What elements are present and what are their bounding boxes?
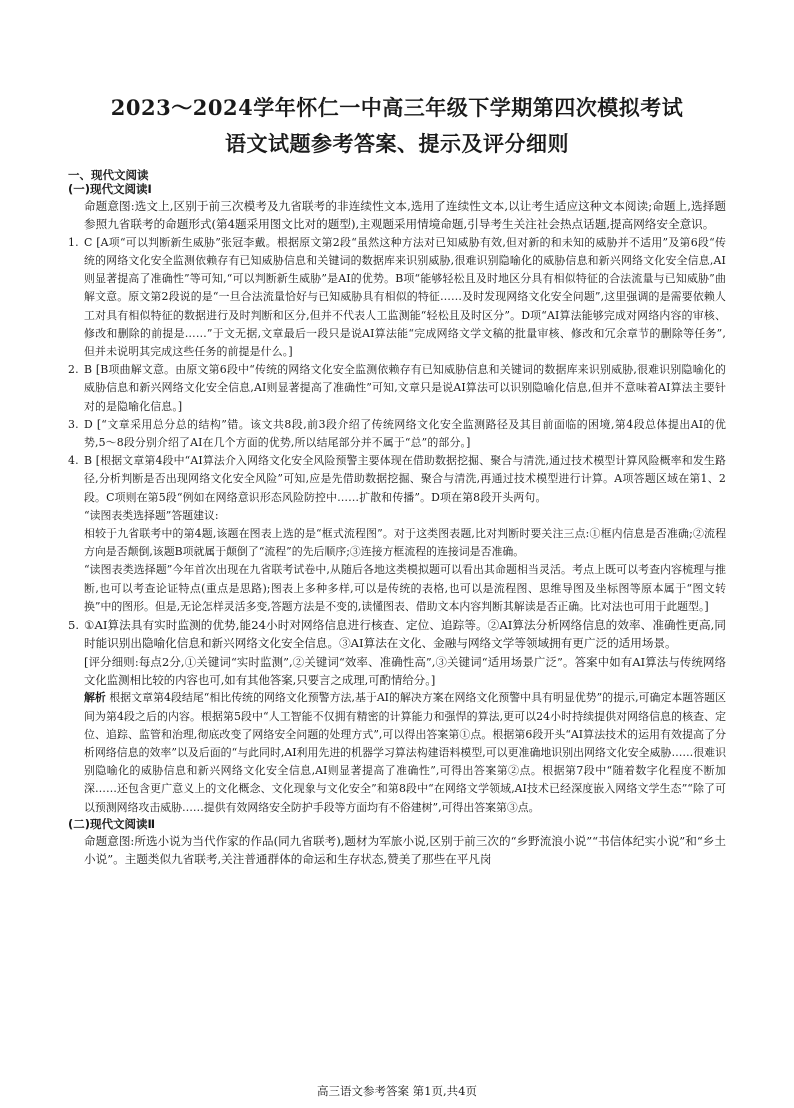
answer-text: B [根据文章第4段中“AI算法介入网络文化安全风险预警主要体现在借助数据挖掘、聚合与清洗,通过技术模型计算风险概率和发生路径,分析判断是否出现网络文化安全风险”可知,应是先借助数据挖掘、聚合与清洗,再通过技术模型进行计算。A项答题区域在第1、2段。C项则在第5段“例如在网络意识形态风险防控中……扩散和传播”。D项在第8段开头两句。 [84,454,726,504]
analysis-paragraph [68,689,726,816]
page-title: 2023～2024学年怀仁一中高三年级下学期第四次模拟考试 [110,95,684,120]
subsection-heading: (一)现代文阅读Ⅰ [68,182,152,196]
item-number: 4. [68,454,79,468]
answer-text: B [B项曲解文意。由原文第6段中“传统的网络文化安全监测依赖存有已知威胁信息和关键词的数据库来识别威胁,很难识别隐喻化的威胁信息和新兴网络文化安全信息,AI则显著提高了准确性”可知,文章只是说AI算法可以识别隐喻化信息,但并不意味着AI算法主要针对的是隐喻化信息。] [84,363,726,413]
answer-item-1 [68,234,726,361]
intro-paragraph: 命题意图:选文上,区别于前三次模考及九省联考的非连续性文本,选用了连续性文本,以让考生适应这种文本阅读;命题上,选择题参照九省联考的命题形式(第4题采用图文比对的题型),主观题采用情境命题,引导考生关注社会热点话题,提高网络安全意识。 [84,199,726,232]
item-number: 1. [68,235,79,249]
analysis-label: 解析 [84,691,106,705]
answer-item-2 [68,361,726,416]
answer-item-5 [68,616,726,653]
page-footer: 高三语文参考答案 第1页,共4页 [317,1084,477,1098]
item-number: 2. [68,363,79,377]
item-number: 3. [68,417,79,431]
tip-paragraph: 相较于九省联考中的第4题,该题在图表上选的是“框式流程图”。对于这类图表题,比对判断时要关注三点:①框内信息是否准确;②流程方向是否颠倒,该题B项就属于颠倒了“流程”的先后顺序;③连接方框流程的连接词是否准确。 [84,527,726,559]
answer-text: ①AI算法具有实时监测的优势,能24小时对网络信息进行核查、定位、追踪等。②AI算法分析网络信息的效率、准确性更高,同时能识别出隐喻化信息和新兴网络文化安全信息。③AI算法在文化、金融与网络文学等领域拥有更广泛的适用场景。 [84,618,726,651]
item-number: 5. [68,618,80,633]
answer-text: D [“文章采用总分总的结构”错。该文共8段,前3段介绍了传统网络文化安全监测路径及其目前面临的困境,第4段总体提出AI的优势,5～8段分别介绍了AI在几个方面的优势,所以结尾部分并不属于“总”的部分。] [84,417,726,450]
answer-item-3 [68,416,726,452]
subsection-heading: (二)现代文阅读Ⅱ [68,816,156,831]
section-heading: 一、现代文阅读 [68,168,149,182]
intro-paragraph: 命题意图:所选小说为当代作家的作品(同九省联考),题材为军旅小说,区别于前三次的“乡野流浪小说”“书信体纪实小说”和“乡土小说”。主题类似九省联考,关注普通群体的命运和生存状态,赞美了那些在平凡岗 [84,833,726,867]
scoring-rules: [评分细则:每点2分,①关键词“实时监测”,②关键词“效率、准确性高”,③关键词“适用场景广泛”。答案中如有AI算法与传统网络文化监测相比较的内容也可,如有其他答案,只要言之成理,可酌情给分。] [84,654,726,688]
answer-item-4 [68,452,726,507]
analysis-text: 根据文章第4段结尾“相比传统的网络文化预警方法,基于AI的解决方案在网络文化预警中具有明显优势”的提示,可确定本题答题区间为第4段之后的内容。根据第5段中“人工智能不仅拥有精密的计算能力和强悍的算法,更可以24小时持续提供对网络信息的核查、定位、追踪、监管和治理,彻底改变了网络安全问题的处理方式”,可以得出答案第①点。根据第6段开头“AI算法技术的运用有效提高了分析网络信息的效率”以及后面的“与此同时,AI利用先进的机器学习算法构建语料模型,可以更准确地识别出网络文化安全威胁……很难识别隐喻化的威胁信息和新兴网络文化安全信息,AI则显著提高了准确性”,可得出答案第②点。根据第7段中“随着数字化程度不断加深……还包含更广意义上的文化概念、文化现象与文化安全”和第8段中“在网络文学领域,AI技术已经深度嵌入网络文学生态”“除了可以预测网络攻击威胁……提供有效网络安全防护手段等方面均有不俗建树”,可得出答案第③点。 [84,691,726,814]
tip-title: “读图表类选择题”答题建议: [84,508,219,522]
document-body [68,168,726,869]
tip-paragraph: “读图表类选择题”今年首次出现在九省联考试卷中,从随后各地这类模拟题可以看出其命题相当灵活。考点上既可以考查内容梳理与推断,也可以考查论证特点(重点是思路);图表上多种多样,可以是传统的表格,也可以是流程图、思维导图及坐标图等原本属于“图文转换”中的图形。但是,无论怎样灵活多变,答题方法是不变的,读懂图表、借助文本内容判断其解读是否正确。比对法也可用于此题型。] [84,563,726,613]
answer-text: C [A项“可以判断新生威胁”张冠李戴。根据原文第2段“虽然这种方法对已知威胁有效,但对新的和未知的威胁并不适用”及第6段“传统的网络文化安全监测依赖存有已知威胁信息和关键词的数据库来识别威胁,很难识别隐喻化的威胁信息和新兴网络文化安全信息,AI则显著提高了准确性”等可知,“可以判断新生威胁”是AI的优势。B项“能够轻松且及时地区分具有相似特征的合法流量与已知威胁”曲解文意。原文第2段说的是“一旦合法流量恰好与已知威胁具有相似的特征……及时发现网络文化安全问题”,这里强调的是需要依赖人工对具有相似特征的数据进行及时判断和区分,但并不代表人工监测能“轻松且及时区分”。D项“AI算法能够完成对网络内容的审核、修改和删除的前提是……”于文无据,文章最后一段只是说AI算法能“完成网络文学文稿的批量审核、修改和冗余章节的删除等任务”,但并未说明其完成这些任务的前提是什么。] [84,235,726,359]
page-subtitle: 语文试题参考答案、提示及评分细则 [225,131,569,156]
